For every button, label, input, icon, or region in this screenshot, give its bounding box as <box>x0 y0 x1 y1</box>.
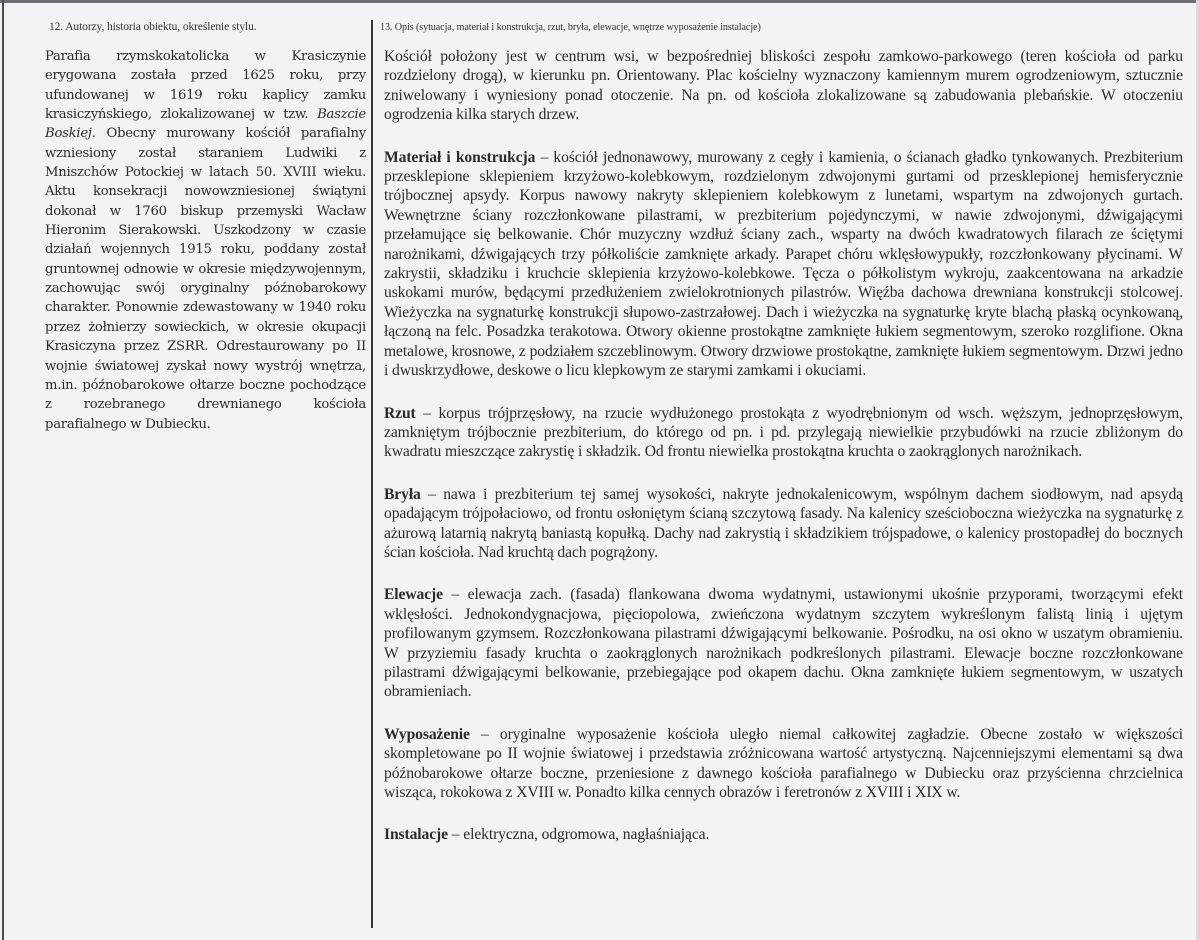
column-divider <box>371 20 373 928</box>
situation-text: Kościół położony jest w centrum wsi, w bezpośredniej bliskości zespołu zamkowo-parkowego (teren kościoła od parku rozdzielony drogą), w kierunku pn. Orientowany. Plac kościelny wyznaczony kamiennym murem ogrodzeniowym, sztucznie zniwelowany i wyniesiony ponad otoczenie. Na pn. od kościoła zlokalizowane są zabudowania plebańskie. W otoczeniu ogrodzenia kilka starych drzew. <box>384 48 1183 124</box>
situation-paragraph <box>384 47 1183 125</box>
elevations-lead: Elewacje <box>384 586 443 604</box>
history-column <box>45 21 366 434</box>
massing-paragraph <box>384 485 1183 563</box>
installations-lead: Instalacje <box>384 826 448 844</box>
material-paragraph <box>384 148 1183 381</box>
description-column <box>380 21 1183 868</box>
plan-paragraph <box>384 404 1183 462</box>
scan-left-border <box>2 0 4 940</box>
history-text-part2: Obecny murowany kościół parafialny wzniesiony został staraniem Ludwiki z Mniszchów Potockiej w latach 50. XVIII wieku. Aktu konsekracji nowowzniesionej świątyni dokonał w 1760 biskup przemyski Wacław Hieronim Sierakowski. Uszkodzony w czasie działań wojennych 1915 roku, poddany został gruntownej odnowie w okresie międzywojennym, zachowując swój oryginalny późnobarokowy charakter. Ponownie zdewastowany w 1940 roku przez żołnierzy sowieckich, w okresie okupacji Krasiczyna przez ZSRR. Odrestaurowany po II wojnie światowej zyskał nowy wystrój wnętrza, m.in. późnobarokowe ołtarze boczne pochodzące z rozebranego drewnianego kościoła parafialnego w Dubiecku. <box>45 126 366 432</box>
scan-top-border <box>0 0 1199 3</box>
plan-text: – korpus trójprzęsłowy, na rzucie wydłużonego prostokąta z wyodrębnionym od wsch. węższym, jednoprzęsłowym, zamkniętym trójbocznie prezbiterium, do którego od pn. i pd. przylegają niewielkie przybudówki na rzucie zbliżonym do kwadratu mieszczące zakrystię i składzik. Od frontu niewielka prostokątna kruchta o zaokrąglonych narożnikach. <box>384 404 1183 461</box>
elevations-text: – elewacja zach. (fasada) flankowana dwoma wydatnymi, ustawionymi ukośnie przyporami, tworzącymi efekt wklęsłości. Jednokondygnacjowa, pięciopolowa, zwieńczona wydatnym szczytem wykreślonym falistą linią i ujętym profilowanym gzymsem. Rozczłonkowana pilastrami dźwigającymi belkowanie. Pośrodku, na osi okno w uszatym obramieniu. W przyziemiu fasady kruchta o zaokrąglonych narożnikach podkreślonych pilastrami. Elewacje boczne rozczłonkowane pilastrami dźwigającymi belkowanie, przebiegające pod okapem dachu. Okna zamknięte łukiem segmentowym, w uszatych obramieniach. <box>384 586 1183 701</box>
furnishings-paragraph <box>384 725 1183 803</box>
furnishings-text: – oryginalne wyposażenie kościoła uległo niemal całkowitej zagładzie. Obecne zostało w większości skompletowane po II wojnie światowej i przedstawia zróżnicowana wartość artystyczną. Najcenniejszymi elementami są dwa późnobarokowe ołtarze boczne, przeniesione z dawnego kościoła parafialnego w Dubiecku oraz przyścienna chrzcielnica wisząca, rokokowa z XVIII w. Ponadto kilka cennych obrazów i feretronów z XVIII i XIX w. <box>384 725 1183 801</box>
history-heading: 12. Autorzy, historia obiektu, określenie stylu. <box>49 21 257 33</box>
plan-lead: Rzut <box>384 404 416 422</box>
elevations-paragraph <box>384 585 1183 701</box>
massing-lead: Bryła <box>384 485 421 503</box>
history-text <box>45 47 366 434</box>
massing-text: – nawa i prezbiterium tej samej wysokości, nakryte jednokalenicowym, wspólnym dachem siodłowym, nad apsydą opadającym trójpołaciowo, od frontu osłoniętym ścianą szczytową fasady. Na kalenicy sześcioboczna wieżyczka na sygnaturkę z ażurową latarnią nakrytą baniastą kopułką. Dachy nad zakrystią i składzikiem trójspadowe, o kalenicy prostopadłej do bocznych ścian kościoła. Nad kruchtą dach pogrążony. <box>384 485 1183 561</box>
history-text-part1: Parafia rzymskokatolicka w Krasiczynie erygowana została przed 1625 roku, przy ufundowanej w 1619 roku kaplicy zamku krasiczyńskiego, zlokalizowanej w tzw. <box>45 49 366 123</box>
material-lead: Materiał i konstrukcja <box>384 148 536 166</box>
furnishings-lead: Wyposażenie <box>384 725 470 743</box>
material-text: – kościół jednonawowy, murowany z cegły i kamienia, o ścianach gładko tynkowanych. Prezbiterium przesklepione sklepieniem krzyżowo-kolebkowym, rozdzielonym zdwojonymi gurtami od przesklepionej hemisferycznie trójbocznej apsydy. Korpus nawowy nakryty sklepieniem kolebkowym z lunetami, wspartym na zdwojonych gurtach. Wewnętrzne ściany rozczłonkowane pilastrami, w prezbiterium pojedynczymi, w nawie zdwojonymi, dźwigającymi przełamujące się belkowanie. Chór muzyczny wzdłuż ściany zach., wsparty na dwóch kwadratowych filarach ze ściętymi narożnikami, dźwigających trzy półkoliście zamknięte arkady. Parapet chóru wklęsłowypukły, rozczłonkowany płycinami. W zakrystii, składziku i kruchcie sklepienia krzyżowo-kolebkowe. Tęcza o półkolistym wykroju, zaakcentowana na arkadzie uskokami murów, będącymi przedłużeniem zwielokrotnionych pilastrów. Więźba dachowa drewniana konstrukcji stolcowej. Wieżyczka na sygnaturkę konstrukcji słupowo-zastrzałowej. Dach i wieżyczka na sygnaturkę kryte blachą płaską ocynkowaną, łączoną na felc. Posadzka terakotowa. Otwory okienne prostokątne zamknięte łukiem segmentowym, szeroko rozglifione. Okna metalowe, krosnowe, z podziałem szczeblinowym. Otwory drzwiowe prostokątne, zamknięte łukiem segmentowym. Drzwi jedno i dwuskrzydłowe, deskowe o licu klepkowym ze starymi zamkami i okuciami. <box>384 148 1183 380</box>
installations-text: – elektryczna, odgromowa, nagłaśniająca. <box>447 826 710 844</box>
installations-paragraph <box>384 825 1183 844</box>
description-heading: 13. Opis (sytuacja, materiał i konstrukcja, rzut, bryła, elewacje, wnętrze wyposażenie instalacje) <box>380 21 761 33</box>
history-text-italic: Baszcie Boskiej. <box>45 107 366 142</box>
